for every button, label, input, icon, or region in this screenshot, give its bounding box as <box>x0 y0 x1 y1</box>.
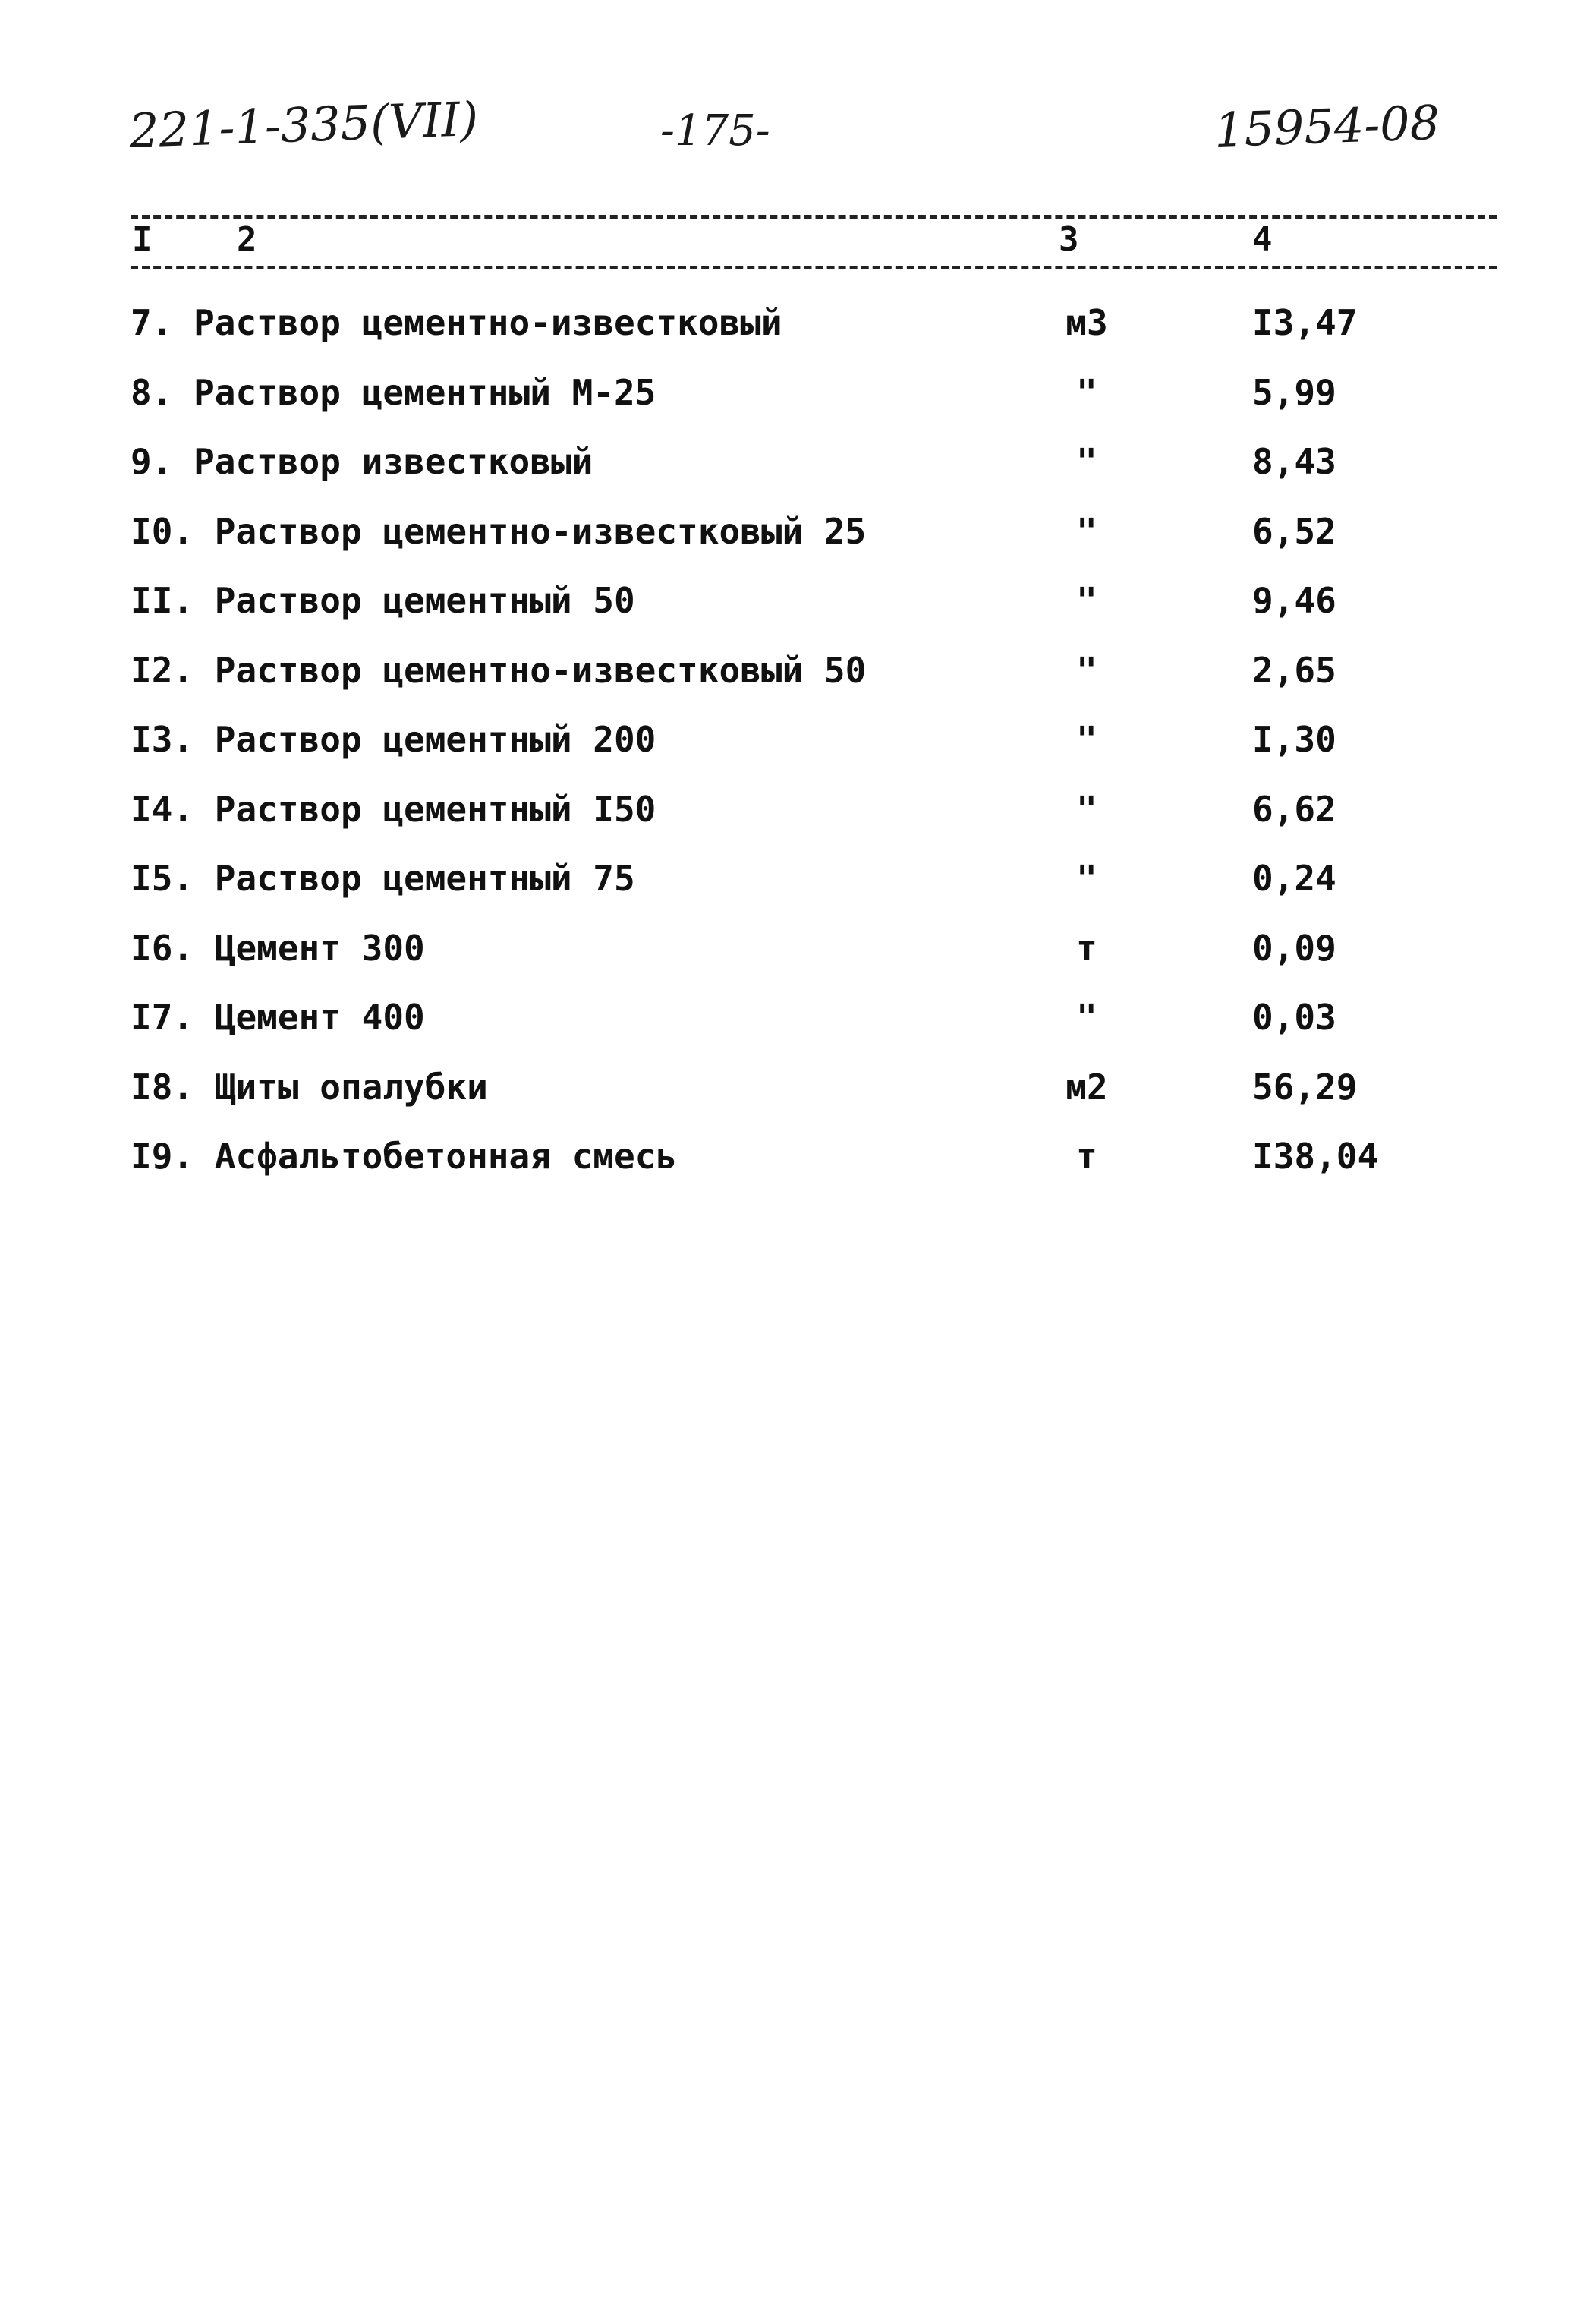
table-row <box>131 300 1497 370</box>
table-row <box>131 1064 1497 1134</box>
material-name: I7. Цемент 400 <box>131 997 425 1038</box>
material-name: I8. Щиты опалубки <box>131 1066 488 1108</box>
unit: " <box>1076 997 1097 1038</box>
material-name: I0. Раствор цементно-известковый 25 <box>131 510 867 552</box>
unit: т <box>1076 1136 1097 1177</box>
column-header-1: I <box>132 220 153 259</box>
unit: " <box>1076 719 1097 760</box>
page-number: -175- <box>660 106 770 156</box>
material-name: I5. Раствор цементный 75 <box>131 858 635 899</box>
table-row <box>131 786 1497 856</box>
table-row <box>131 509 1497 578</box>
material-name: I9. Асфальтобетонная смесь <box>131 1136 678 1177</box>
material-name: 8. Раствор цементный М-25 <box>131 371 656 413</box>
quantity: 56,29 <box>1252 1066 1358 1108</box>
material-name: 7. Раствор цементно-известковый <box>131 302 782 343</box>
materials-list <box>131 300 1497 1203</box>
table-row <box>131 648 1497 717</box>
quantity: 8,43 <box>1252 441 1336 482</box>
table-row <box>131 578 1497 648</box>
table-header-dashed-rule <box>131 266 1497 269</box>
unit: " <box>1076 649 1097 691</box>
quantity: 6,62 <box>1252 788 1336 830</box>
unit: " <box>1076 441 1097 482</box>
table-row <box>131 439 1497 509</box>
table-row <box>131 1133 1497 1203</box>
material-name: I2. Раствор цементно-известковый 50 <box>131 649 867 691</box>
document-code: 221-1-335(VII) <box>127 90 480 159</box>
unit: " <box>1076 510 1097 552</box>
quantity: I3,47 <box>1252 302 1358 343</box>
quantity: I38,04 <box>1252 1136 1379 1177</box>
table-row <box>131 370 1497 440</box>
material-name: 9. Раствор известковый <box>131 441 593 482</box>
unit: " <box>1076 788 1097 830</box>
table-top-dashed-rule <box>131 215 1497 219</box>
quantity: 0,09 <box>1252 927 1336 969</box>
table-row <box>131 994 1497 1064</box>
table-row <box>131 925 1497 995</box>
quantity: 5,99 <box>1252 371 1336 413</box>
column-header-3: 3 <box>1059 220 1079 259</box>
table-row <box>131 856 1497 925</box>
quantity: I,30 <box>1252 719 1336 760</box>
document-number: 15954-08 <box>1213 94 1441 159</box>
unit: т <box>1076 927 1097 969</box>
material-name: I6. Цемент 300 <box>131 927 425 969</box>
quantity: 0,03 <box>1252 997 1336 1038</box>
material-name: II. Раствор цементный 50 <box>131 580 635 621</box>
unit: " <box>1076 371 1097 413</box>
unit: " <box>1076 580 1097 621</box>
material-name: I4. Раствор цементный I50 <box>131 788 656 830</box>
unit: м3 <box>1066 302 1108 343</box>
quantity: 9,46 <box>1252 580 1336 621</box>
material-name: I3. Раствор цементный 200 <box>131 719 656 760</box>
quantity: 0,24 <box>1252 858 1336 899</box>
quantity: 6,52 <box>1252 510 1336 552</box>
table-row <box>131 717 1497 786</box>
unit: " <box>1076 858 1097 899</box>
quantity: 2,65 <box>1252 649 1336 691</box>
column-header-4: 4 <box>1252 220 1273 259</box>
column-header-2: 2 <box>237 220 257 259</box>
unit: м2 <box>1066 1066 1108 1108</box>
